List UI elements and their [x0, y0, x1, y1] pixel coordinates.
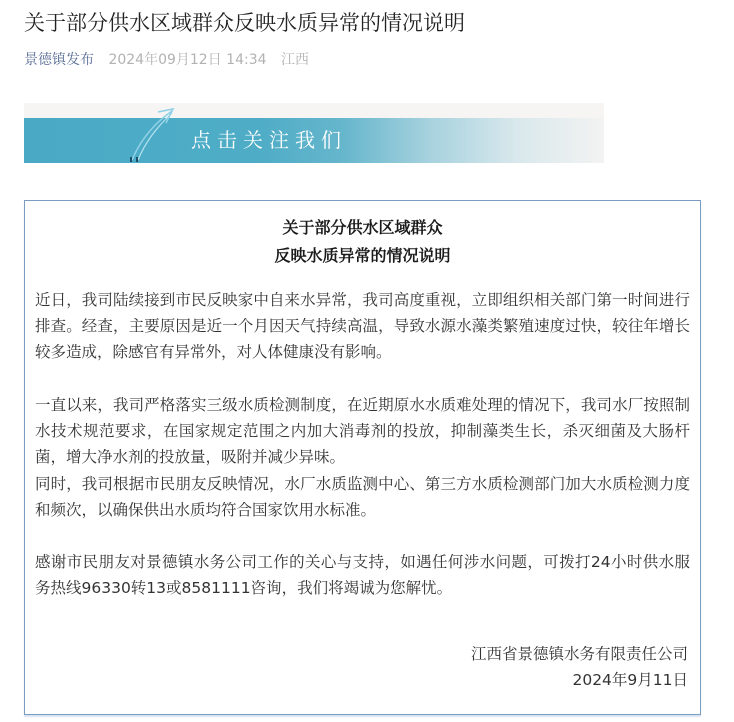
notice-paragraph-1: 近日，我司陆续接到市民反映家中自来水异常，我司高度重视，立即组织相关部门第一时间进行排查。经查，主要原因是近一个月因天气持续高温，导致水源水藻类繁殖速度过快，较往年增长较多造成，除感官有异常外，对人体健康没有影响。 [35, 291, 690, 361]
notice-heading [25, 214, 700, 270]
follow-us-label: 点击关注我们 [191, 128, 347, 152]
signature-date: 2024年9月11日 [572, 671, 688, 689]
notice-paragraph-3: 同时，我司根据市民朋友反映情况，水厂水质监测中心、第三方水质检测部门加大水质检测力度和频次，以确保供出水质均符合国家饮用水标准。 [35, 475, 690, 519]
notice-heading-line2: 反映水质异常的情况说明 [274, 246, 451, 265]
arrow-up-right-icon [124, 103, 184, 163]
publish-region: 江西 [280, 52, 309, 68]
follow-us-banner[interactable] [24, 103, 604, 163]
notice-heading-line1: 关于部分供水区域群众 [282, 218, 443, 237]
signature [471, 641, 688, 693]
notice-paragraph-4: 感谢市民朋友对景德镇水务公司工作的关心与支持，如遇任何涉水问题，可拨打24小时供水服务热线96330转13或8581111咨询，我们将竭诚为您解忧。 [35, 553, 690, 597]
article-meta [24, 50, 309, 70]
article-title: 关于部分供水区域群众反映水质异常的情况说明 [24, 11, 465, 35]
source-account-link[interactable]: 景德镇发布 [24, 52, 94, 68]
publish-time: 2024年09月12日 14:34 [108, 52, 267, 68]
signature-company: 江西省景德镇水务有限责任公司 [470, 645, 688, 663]
notice-box [24, 200, 701, 715]
notice-paragraph-2: 一直以来，我司严格落实三级水质检测制度，在近期原水水质难处理的情况下，我司水厂按照制水技术规范要求，在国家规定范围之内加大消毒剂的投放，抑制藻类生长，杀灭细菌及大肠杆菌，增大净水剂的投放量，吸附并减少异味。 [35, 396, 690, 466]
